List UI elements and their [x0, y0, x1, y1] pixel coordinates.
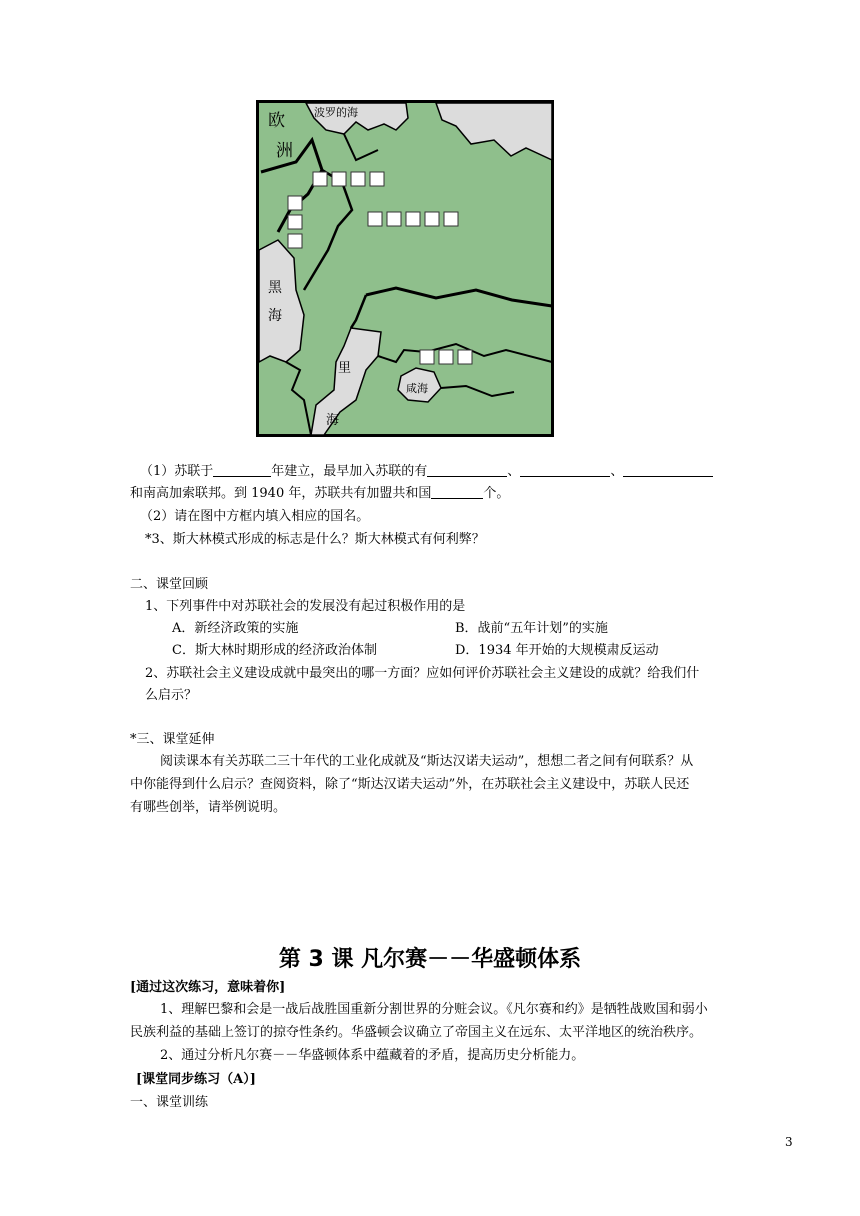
- country-name-box[interactable]: [288, 215, 302, 229]
- map-label-europe-1: 欧: [268, 111, 285, 131]
- q1-text-c: 和南高加索联邦。到 1940 年，苏联共有加盟共和国: [130, 486, 432, 501]
- republic-blank-2[interactable]: [520, 462, 610, 477]
- map-label-baltic: 波罗的海: [314, 106, 358, 119]
- country-name-box[interactable]: [351, 172, 365, 186]
- section-3-line-1: 阅读课本有关苏联二三十年代的工业化成就及“斯达汉诺夫运动”，想想二者之间有何联系？从: [160, 754, 694, 769]
- q1-text-d: 个。: [483, 486, 510, 501]
- section-2-item-2-line-2: 么启示？: [145, 688, 198, 703]
- map-label-aral: 咸海: [406, 382, 428, 395]
- lesson-title: 第 3 课 凡尔赛－－华盛顿体系: [278, 947, 582, 972]
- map-label-black-1: 黑: [268, 280, 282, 296]
- goal-2: 2、通过分析凡尔赛－－华盛顿体系中蕴藏着的矛盾，提高历史分析能力。: [160, 1048, 585, 1063]
- count-blank[interactable]: [431, 484, 483, 499]
- question-3: *3、斯大林模式形成的标志是什么？斯大林模式有何利弊？: [145, 532, 485, 547]
- page-number: 3: [785, 1135, 793, 1149]
- separator: 、: [610, 464, 624, 479]
- map-figure: [256, 100, 554, 437]
- year-blank[interactable]: [213, 462, 271, 477]
- country-name-box[interactable]: [370, 172, 384, 186]
- section-2-item-2-line-1: 2、苏联社会主义建设成就中最突出的哪一方面？应如何评价苏联社会主义建设的成就？给我们什: [145, 666, 700, 681]
- country-name-box[interactable]: [288, 196, 302, 210]
- section-3-line-3: 有哪些创举，请举例说明。: [130, 800, 287, 815]
- map-label-black-2: 海: [268, 308, 282, 324]
- map-label-europe-2: 洲: [276, 141, 293, 161]
- practice-heading: [课堂同步练习（A）]: [136, 1072, 256, 1087]
- section-2-heading: 二、课堂回顾: [130, 577, 209, 592]
- separator: 、: [507, 464, 521, 479]
- country-name-box[interactable]: [313, 172, 327, 186]
- country-name-box[interactable]: [406, 212, 420, 226]
- country-name-box[interactable]: [387, 212, 401, 226]
- country-name-box[interactable]: [439, 350, 453, 364]
- question-2: （2）请在图中方框内填入相应的国名。: [140, 509, 370, 524]
- section-3-heading: *三、课堂延伸: [130, 732, 215, 747]
- republic-blank-3[interactable]: [623, 462, 713, 477]
- section-3-line-2: 中你能得到什么启示？查阅资料，除了“斯达汉诺夫运动”外，在苏联社会主义建设中，苏联人民还: [130, 777, 690, 792]
- country-name-box[interactable]: [458, 350, 472, 364]
- map-label-caspian-1: 里: [338, 361, 352, 376]
- q1-text-a: （1）苏联于: [140, 464, 214, 479]
- goal-1-line-1: 1、理解巴黎和会是一战后战胜国重新分割世界的分赃会议。《凡尔赛和约》是牺牲战败国和弱小: [160, 1002, 708, 1017]
- country-name-box[interactable]: [368, 212, 382, 226]
- goal-heading: [通过这次练习，意味着你]: [130, 980, 286, 995]
- question-1-line-2: [130, 484, 509, 504]
- option-b: B．战前“五年计划”的实施: [455, 621, 608, 636]
- section-2-item-1: 1、下列事件中对苏联社会的发展没有起过积极作用的是: [145, 599, 466, 614]
- country-name-box[interactable]: [332, 172, 346, 186]
- country-name-box[interactable]: [288, 234, 302, 248]
- goal-1-line-2: 民族利益的基础上签订的掠夺性条约。华盛顿会议确立了帝国主义在远东、太平洋地区的统治秩序。: [130, 1025, 703, 1040]
- country-name-box[interactable]: [425, 212, 439, 226]
- option-d: D．1934 年开始的大规模肃反运动: [455, 643, 659, 658]
- question-1-line-1: [140, 462, 713, 482]
- option-a: A．新经济政策的实施: [172, 621, 299, 636]
- training-heading: 一、课堂训练: [130, 1095, 209, 1110]
- q1-text-b: 年建立，最早加入苏联的有: [271, 464, 428, 479]
- country-name-box[interactable]: [420, 350, 434, 364]
- option-c: C．斯大林时期形成的经济政治体制: [172, 643, 377, 658]
- republic-blank-1[interactable]: [427, 462, 507, 477]
- ussr-map: [256, 100, 554, 437]
- country-name-box[interactable]: [444, 212, 458, 226]
- map-label-caspian-2: 海: [326, 413, 340, 428]
